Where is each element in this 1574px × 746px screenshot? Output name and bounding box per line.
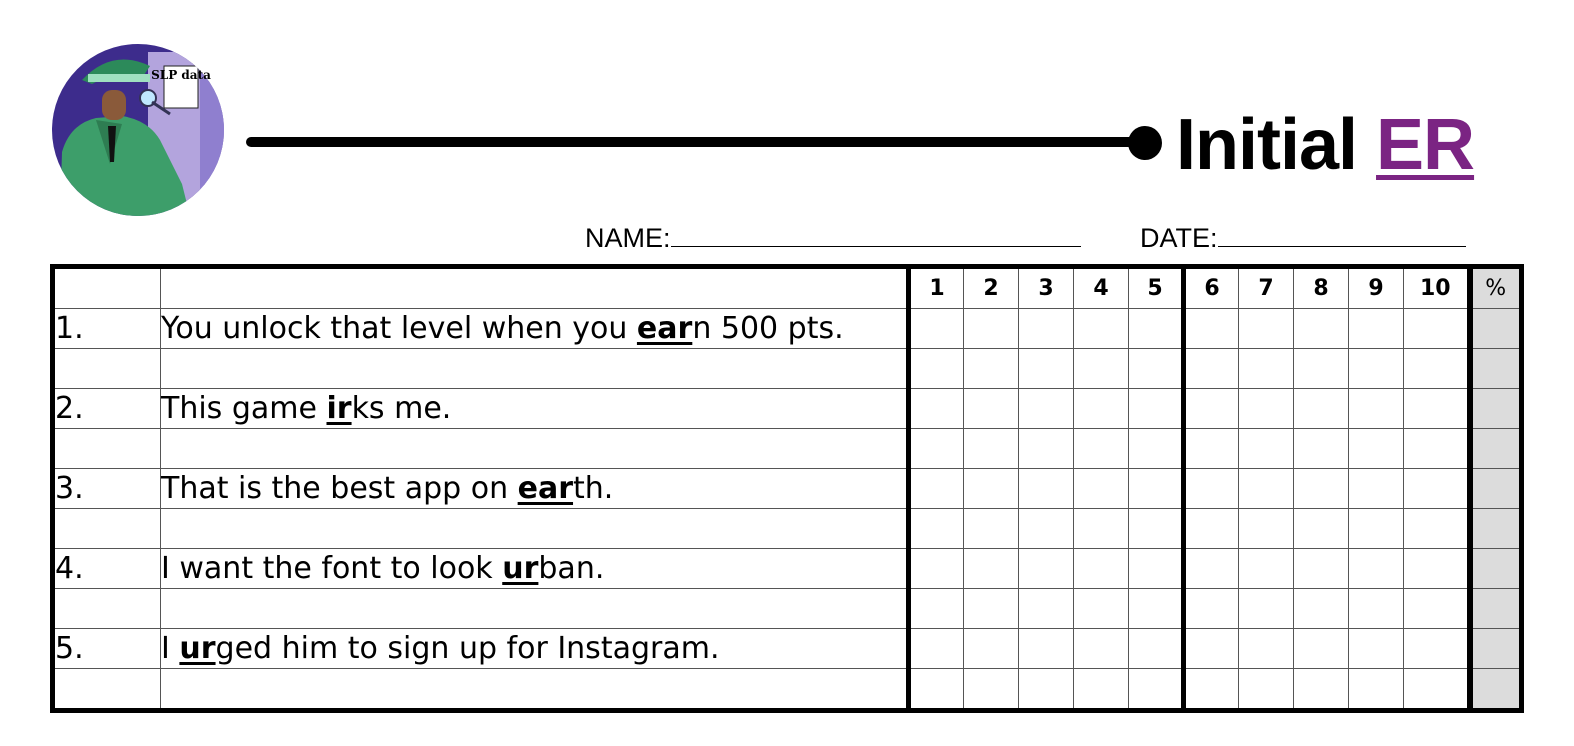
sentence-before: That is the best app on (161, 471, 518, 506)
trial-cell[interactable] (1074, 389, 1129, 429)
trial-cell[interactable] (1404, 669, 1470, 711)
trial-cell[interactable] (1239, 589, 1294, 629)
title-rule-line (246, 137, 1138, 147)
trial-cell[interactable] (964, 669, 1019, 711)
trial-cell[interactable] (1129, 629, 1184, 669)
trial-header-8: 8 (1294, 267, 1349, 309)
trial-cell[interactable] (964, 549, 1019, 589)
trial-cell[interactable] (1294, 469, 1349, 509)
blank-number-cell (53, 589, 161, 629)
trial-cell[interactable] (964, 309, 1019, 349)
blank-row (53, 429, 1522, 469)
trial-cell[interactable] (1349, 669, 1404, 711)
target-sound: ear (636, 311, 693, 346)
trial-cell[interactable] (1129, 349, 1184, 389)
sentence-after: ban. (538, 551, 605, 586)
percent-cell[interactable] (1470, 389, 1522, 429)
trial-cell[interactable] (1404, 469, 1470, 509)
trial-cell[interactable] (1074, 309, 1129, 349)
sentence-row (53, 629, 1522, 669)
trial-cell[interactable] (1074, 629, 1129, 669)
blank-row (53, 509, 1522, 549)
trial-cell[interactable] (1294, 349, 1349, 389)
trial-cell[interactable] (1019, 429, 1074, 469)
trial-cell[interactable] (1184, 629, 1239, 669)
blank-number-cell (53, 349, 161, 389)
trial-cell[interactable] (1074, 589, 1129, 629)
trial-cell[interactable] (909, 509, 964, 549)
percent-header: % (1470, 267, 1522, 309)
blank-sentence-cell (161, 509, 909, 549)
trial-cell[interactable] (1404, 629, 1470, 669)
percent-cell[interactable] (1470, 629, 1522, 669)
trial-cell[interactable] (909, 469, 964, 509)
sentence-after: th. (573, 471, 614, 506)
sentence-number: 4. (53, 549, 161, 589)
blank-sentence-cell (161, 669, 909, 711)
trial-cell[interactable] (1239, 469, 1294, 509)
trial-cell[interactable] (1404, 349, 1470, 389)
percent-cell[interactable] (1470, 469, 1522, 509)
trial-cell[interactable] (1074, 509, 1129, 549)
trial-cell[interactable] (1239, 309, 1294, 349)
target-sound: ir (326, 391, 352, 426)
trial-cell[interactable] (1239, 389, 1294, 429)
trial-cell[interactable] (1129, 389, 1184, 429)
trial-cell[interactable] (964, 389, 1019, 429)
percent-cell[interactable] (1470, 309, 1522, 349)
trial-cell[interactable] (1019, 589, 1074, 629)
trial-cell[interactable] (1129, 469, 1184, 509)
trial-cell[interactable] (1294, 669, 1349, 711)
name-blank-line[interactable] (671, 220, 1081, 247)
trial-cell[interactable] (1074, 549, 1129, 589)
blank-row (53, 349, 1522, 389)
trial-cell[interactable] (909, 549, 964, 589)
trial-cell[interactable] (909, 669, 964, 711)
trial-cell[interactable] (1184, 429, 1239, 469)
sentence-before: I want the font to look (161, 551, 503, 586)
trial-cell[interactable] (1184, 669, 1239, 711)
page-title (1176, 100, 1474, 190)
blank-sentence-cell (161, 429, 909, 469)
header-number-cell (53, 267, 161, 309)
name-field[interactable] (585, 220, 1081, 256)
trial-cell[interactable] (1019, 309, 1074, 349)
trial-cell[interactable] (964, 509, 1019, 549)
sentence-row (53, 309, 1522, 349)
trial-cell[interactable] (1019, 549, 1074, 589)
trial-cell[interactable] (1404, 309, 1470, 349)
sentence-text (161, 549, 909, 589)
trial-cell[interactable] (1239, 669, 1294, 711)
trial-header-7: 7 (1239, 267, 1294, 309)
percent-cell[interactable] (1470, 549, 1522, 589)
trial-cell[interactable] (1074, 469, 1129, 509)
sentence-text (161, 309, 909, 349)
trial-cell[interactable] (1294, 429, 1349, 469)
blank-row (53, 589, 1522, 629)
percent-cell[interactable] (1470, 429, 1522, 469)
sentence-after: n 500 pts. (692, 311, 844, 346)
trial-header-5: 5 (1129, 267, 1184, 309)
trial-cell[interactable] (964, 589, 1019, 629)
trial-cell[interactable] (909, 389, 964, 429)
trial-header-1: 1 (909, 267, 964, 309)
trial-cell[interactable] (1129, 669, 1184, 711)
name-label: NAME: (585, 223, 671, 253)
trial-cell[interactable] (1129, 589, 1184, 629)
trial-cell[interactable] (1184, 549, 1239, 589)
sentence-row (53, 549, 1522, 589)
blank-number-cell (53, 669, 161, 711)
sentence-before: This game (161, 391, 327, 426)
sentence-number: 2. (53, 389, 161, 429)
target-sound: ear (517, 471, 574, 506)
trial-cell[interactable] (1294, 509, 1349, 549)
blank-row (53, 669, 1522, 711)
trial-header-9: 9 (1349, 267, 1404, 309)
percent-cell[interactable] (1470, 509, 1522, 549)
trial-cell[interactable] (1074, 349, 1129, 389)
date-field[interactable] (1140, 220, 1466, 256)
trial-cell[interactable] (964, 429, 1019, 469)
trial-cell[interactable] (1294, 589, 1349, 629)
trial-cell[interactable] (909, 629, 964, 669)
trial-cell[interactable] (1294, 549, 1349, 589)
trial-header-4: 4 (1074, 267, 1129, 309)
title-prefix: Initial (1176, 105, 1377, 185)
trial-cell[interactable] (1129, 309, 1184, 349)
trial-cell[interactable] (1019, 509, 1074, 549)
title-highlight: ER (1376, 105, 1475, 185)
target-sound: ur (179, 631, 216, 666)
blank-sentence-cell (161, 589, 909, 629)
trial-header-3: 3 (1019, 267, 1074, 309)
data-table (50, 264, 1524, 713)
sentence-before: I (161, 631, 180, 666)
trial-cell[interactable] (1294, 389, 1349, 429)
trial-cell[interactable] (1184, 469, 1239, 509)
trial-cell[interactable] (909, 429, 964, 469)
date-blank-line[interactable] (1218, 220, 1466, 247)
sentence-after: ks me. (351, 391, 452, 426)
trial-cell[interactable] (1019, 469, 1074, 509)
trial-cell[interactable] (1349, 309, 1404, 349)
trial-cell[interactable] (1349, 429, 1404, 469)
trial-cell[interactable] (1129, 429, 1184, 469)
trial-cell[interactable] (1239, 429, 1294, 469)
header-row (53, 267, 1522, 309)
trial-cell[interactable] (964, 629, 1019, 669)
sentence-text (161, 389, 909, 429)
trial-cell[interactable] (1239, 629, 1294, 669)
date-label: DATE: (1140, 223, 1218, 253)
trial-cell[interactable] (909, 309, 964, 349)
trial-cell[interactable] (1404, 389, 1470, 429)
trial-cell[interactable] (1184, 389, 1239, 429)
trial-cell[interactable] (909, 349, 964, 389)
trial-cell[interactable] (1184, 309, 1239, 349)
trial-cell[interactable] (1294, 309, 1349, 349)
sentence-before: You unlock that level when you (161, 311, 637, 346)
trial-cell[interactable] (1184, 589, 1239, 629)
sentence-number: 3. (53, 469, 161, 509)
sentence-number: 5. (53, 629, 161, 669)
trial-cell[interactable] (1129, 509, 1184, 549)
trial-cell[interactable] (964, 469, 1019, 509)
detective-logo-icon (52, 44, 224, 216)
trial-cell[interactable] (1404, 589, 1470, 629)
trial-cell[interactable] (1404, 509, 1470, 549)
blank-sentence-cell (161, 349, 909, 389)
trial-cell[interactable] (1404, 549, 1470, 589)
trial-cell[interactable] (1349, 589, 1404, 629)
trial-cell[interactable] (1074, 429, 1129, 469)
trial-header-6: 6 (1184, 267, 1239, 309)
trial-cell[interactable] (1019, 349, 1074, 389)
header-sentence-cell (161, 267, 909, 309)
trial-cell[interactable] (1019, 669, 1074, 711)
blank-number-cell (53, 509, 161, 549)
trial-cell[interactable] (1349, 469, 1404, 509)
sentence-text (161, 629, 909, 669)
trial-cell[interactable] (1294, 629, 1349, 669)
trial-cell[interactable] (1239, 349, 1294, 389)
title-rule-dot (1128, 126, 1162, 160)
sentence-number: 1. (53, 309, 161, 349)
trial-header-10: 10 (1404, 267, 1470, 309)
sentence-text (161, 469, 909, 509)
trial-cell[interactable] (1349, 549, 1404, 589)
percent-cell[interactable] (1470, 589, 1522, 629)
trial-cell[interactable] (1239, 549, 1294, 589)
target-sound: ur (502, 551, 539, 586)
trial-cell[interactable] (1019, 629, 1074, 669)
trial-cell[interactable] (1184, 509, 1239, 549)
trial-cell[interactable] (964, 349, 1019, 389)
trial-cell[interactable] (1129, 549, 1184, 589)
blank-number-cell (53, 429, 161, 469)
sentence-row (53, 469, 1522, 509)
trial-cell[interactable] (1239, 509, 1294, 549)
trial-cell[interactable] (1074, 669, 1129, 711)
logo-sign-text: SLP data (151, 68, 211, 82)
trial-cell[interactable] (1349, 629, 1404, 669)
trial-cell[interactable] (1184, 349, 1239, 389)
trial-cell[interactable] (1404, 429, 1470, 469)
sentence-row (53, 389, 1522, 429)
trial-cell[interactable] (909, 589, 964, 629)
sentence-after: ged him to sign up for Instagram. (215, 631, 720, 666)
percent-cell[interactable] (1470, 349, 1522, 389)
percent-cell[interactable] (1470, 669, 1522, 711)
trial-cell[interactable] (1349, 509, 1404, 549)
trial-cell[interactable] (1019, 389, 1074, 429)
trial-cell[interactable] (1349, 389, 1404, 429)
trial-header-2: 2 (964, 267, 1019, 309)
trial-cell[interactable] (1349, 349, 1404, 389)
